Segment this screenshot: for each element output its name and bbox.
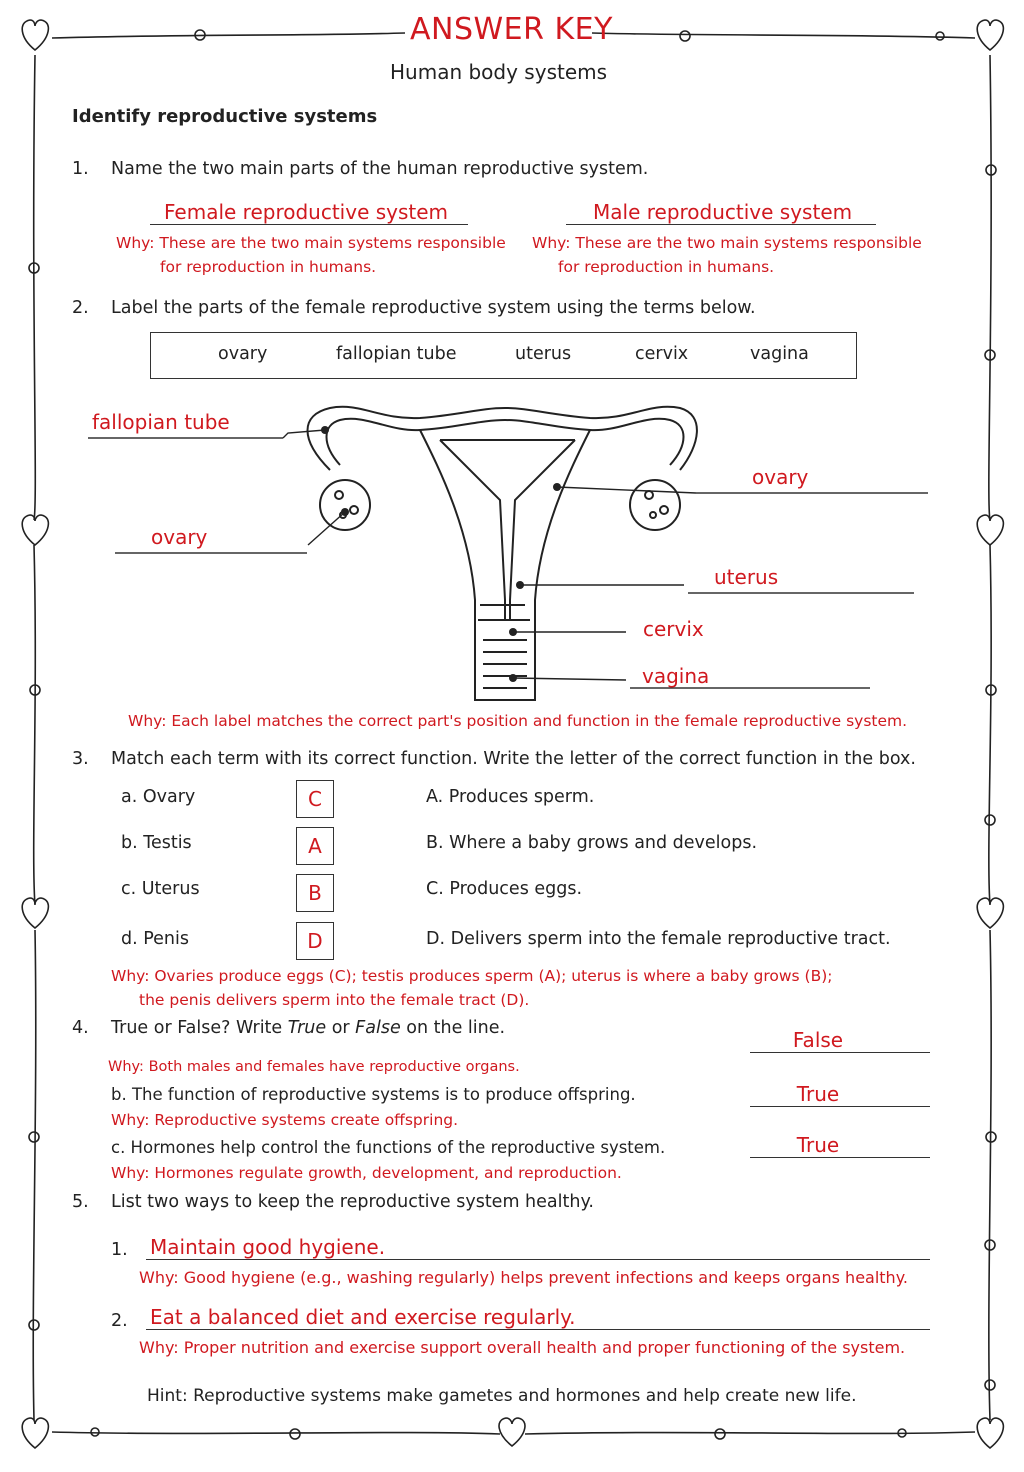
label-uterus: uterus bbox=[714, 565, 779, 589]
q4-text-false: False bbox=[355, 1018, 401, 1038]
q4-text-mid: or bbox=[326, 1018, 356, 1038]
q4-answer-line-c bbox=[750, 1133, 930, 1158]
q5-answer-1: Maintain good hygiene. bbox=[150, 1235, 386, 1259]
label-ovary-left: ovary bbox=[151, 525, 208, 549]
q1-answer-line-1 bbox=[150, 200, 468, 225]
q5-answer-line-1 bbox=[146, 1235, 930, 1260]
why-label: Why: bbox=[532, 234, 571, 252]
hint-text: Hint: Reproductive systems make gametes and hormones and help create new life. bbox=[147, 1386, 857, 1406]
q4-text-suffix: on the line. bbox=[400, 1018, 506, 1038]
q5-why-1 bbox=[139, 1266, 908, 1290]
why-text: Proper nutrition and exercise support overall health and proper functioning of the system. bbox=[183, 1338, 906, 1357]
why-label: Why: bbox=[108, 1059, 144, 1075]
q5-item-2-number: 2. bbox=[111, 1311, 128, 1331]
why-label: Why: bbox=[116, 234, 155, 252]
match-term-b: b. Testis bbox=[121, 833, 192, 853]
term-uterus: uterus bbox=[515, 344, 572, 364]
q3-number: 3. bbox=[72, 749, 89, 769]
match-term-a: a. Ovary bbox=[121, 787, 196, 807]
q5-number: 5. bbox=[72, 1192, 89, 1212]
match-box-d[interactable]: D bbox=[296, 922, 334, 960]
why-text: Hormones regulate growth, development, and reproduction. bbox=[154, 1164, 622, 1182]
q5-answer-line-2 bbox=[146, 1305, 930, 1330]
why-text: Good hygiene (e.g., washing regularly) helps prevent infections and keeps organs healthy. bbox=[183, 1268, 908, 1287]
q2-why bbox=[128, 709, 928, 733]
q1-why-1 bbox=[116, 231, 516, 279]
q5-text: List two ways to keep the reproductive system healthy. bbox=[111, 1192, 594, 1212]
q4-why-a bbox=[108, 1055, 520, 1079]
why-text: These are the two main systems responsible bbox=[575, 234, 922, 252]
why-text: Each label matches the correct part's position and function in the female reproductive system. bbox=[171, 712, 908, 730]
label-fallopian-tube: fallopian tube bbox=[92, 410, 230, 434]
term-cervix: cervix bbox=[635, 344, 689, 364]
q4-answer-line-b bbox=[750, 1082, 930, 1107]
why-label: Why: bbox=[111, 967, 150, 985]
q1-answer-2: Male reproductive system bbox=[593, 200, 853, 224]
page-title: ANSWER KEY bbox=[410, 12, 613, 47]
why-label: Why: bbox=[111, 1164, 150, 1182]
match-term-d: d. Penis bbox=[121, 929, 190, 949]
function-c: C. Produces eggs. bbox=[426, 879, 583, 899]
match-box-b[interactable]: A bbox=[296, 827, 334, 865]
q4-statement-c: c. Hormones help control the functions of the reproductive system. bbox=[111, 1138, 666, 1157]
term-box bbox=[150, 332, 857, 379]
q4-answer-line-a bbox=[750, 1028, 930, 1053]
label-cervix: cervix bbox=[643, 617, 704, 641]
q2-number: 2. bbox=[72, 298, 89, 318]
q4-why-c bbox=[111, 1161, 622, 1185]
label-ovary-right: ovary bbox=[752, 465, 809, 489]
why-text: for reproduction in humans. bbox=[160, 258, 377, 276]
label-vagina: vagina bbox=[642, 664, 710, 688]
why-text: Both males and females have reproductive organs. bbox=[148, 1059, 520, 1075]
q4-text bbox=[111, 1018, 505, 1038]
q4-statement-b: b. The function of reproductive systems is to produce offspring. bbox=[111, 1085, 636, 1104]
q5-answer-2: Eat a balanced diet and exercise regularly. bbox=[150, 1305, 576, 1329]
match-term-c: c. Uterus bbox=[121, 879, 200, 899]
term-vagina: vagina bbox=[750, 344, 809, 364]
q1-answer-1: Female reproductive system bbox=[164, 200, 449, 224]
q1-number: 1. bbox=[72, 159, 89, 179]
q4-text-prefix: True or False? Write bbox=[111, 1018, 288, 1038]
why-text: Reproductive systems create offspring. bbox=[154, 1111, 459, 1129]
section-title: Identify reproductive systems bbox=[72, 106, 378, 127]
q4-why-b bbox=[111, 1108, 458, 1132]
q5-item-1-number: 1. bbox=[111, 1240, 128, 1260]
q4-answer-c: True bbox=[796, 1133, 840, 1157]
why-text: Ovaries produce eggs (C); testis produces sperm (A); uterus is where a baby grows (B); bbox=[154, 967, 833, 985]
why-text: for reproduction in humans. bbox=[558, 258, 775, 276]
q4-answer-b: True bbox=[796, 1082, 840, 1106]
q3-text: Match each term with its correct function. Write the letter of the correct function in the box. bbox=[111, 749, 916, 769]
q5-why-2 bbox=[139, 1336, 905, 1360]
q3-why bbox=[111, 964, 931, 1012]
q1-text: Name the two main parts of the human reproductive system. bbox=[111, 159, 649, 179]
page-subtitle: Human body systems bbox=[390, 60, 608, 84]
q2-text: Label the parts of the female reproductive system using the terms below. bbox=[111, 298, 756, 318]
function-d: D. Delivers sperm into the female reproductive tract. bbox=[426, 929, 891, 949]
why-label: Why: bbox=[139, 1268, 179, 1287]
term-fallopian-tube: fallopian tube bbox=[336, 344, 457, 364]
match-box-a[interactable]: C bbox=[296, 780, 334, 818]
q4-answer-a: False bbox=[792, 1028, 844, 1052]
q1-answer-line-2 bbox=[566, 200, 876, 225]
why-text: These are the two main systems responsible bbox=[159, 234, 506, 252]
why-text: the penis delivers sperm into the female tract (D). bbox=[139, 991, 530, 1009]
function-a: A. Produces sperm. bbox=[426, 787, 595, 807]
why-label: Why: bbox=[139, 1338, 179, 1357]
q4-text-true: True bbox=[287, 1018, 327, 1038]
match-box-c[interactable]: B bbox=[296, 874, 334, 912]
q4-number: 4. bbox=[72, 1018, 89, 1038]
q1-why-2 bbox=[532, 231, 932, 279]
term-ovary: ovary bbox=[218, 344, 268, 364]
why-label: Why: bbox=[128, 712, 167, 730]
function-b: B. Where a baby grows and develops. bbox=[426, 833, 758, 853]
why-label: Why: bbox=[111, 1111, 150, 1129]
